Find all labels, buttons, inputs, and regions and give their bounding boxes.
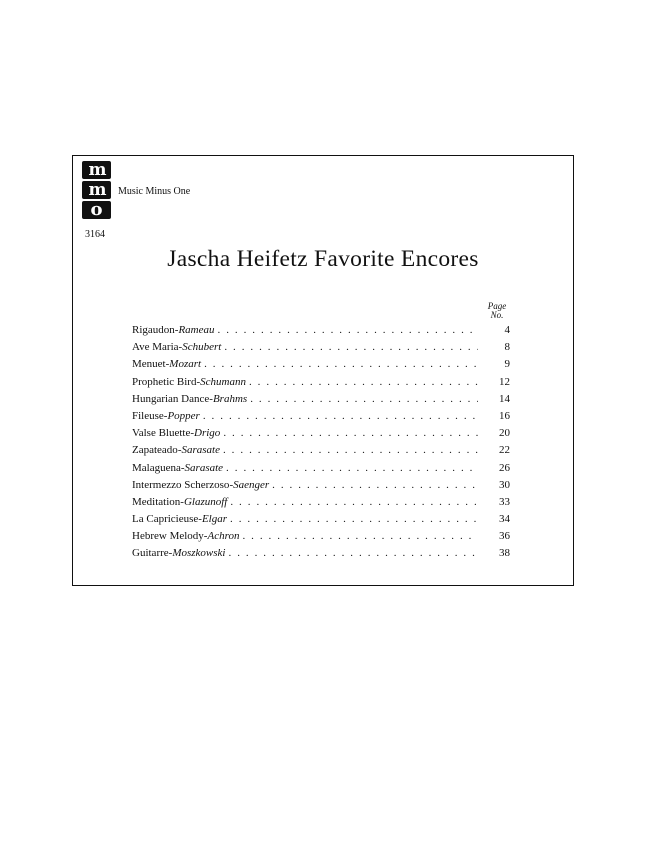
toc-row	[132, 496, 510, 513]
logo-letter: m	[82, 181, 111, 199]
toc-piece: Fileuse	[132, 409, 164, 422]
toc-piece: Rigaudon	[132, 324, 175, 336]
toc-piece: Valse Bluette	[132, 427, 191, 440]
toc-page-number: 26	[499, 461, 510, 474]
toc-page-number: 36	[499, 530, 510, 543]
toc-leader-dots	[218, 324, 479, 336]
toc-page-number: 20	[499, 427, 510, 440]
toc-separator: -	[163, 409, 168, 422]
toc-composer: Rameau	[178, 324, 215, 336]
page-header-line: Page	[487, 301, 507, 311]
toc-page-number: 4	[504, 324, 510, 336]
toc-row	[132, 479, 510, 496]
toc-piece: Guitarre	[132, 547, 169, 560]
toc-composer: Sarasate	[184, 461, 224, 474]
logo-letter: m	[82, 161, 111, 179]
toc-leader-dots	[230, 513, 478, 525]
toc-separator: -	[168, 547, 173, 560]
toc-leader-dots	[223, 427, 478, 439]
toc-page-number: 33	[499, 495, 510, 508]
toc-separator: -	[198, 513, 202, 526]
toc-leader-dots	[224, 341, 478, 353]
toc-page-number: 9	[504, 358, 510, 371]
toc-composer: Brahms	[212, 392, 248, 405]
toc-page-number: 34	[499, 513, 510, 526]
toc-page-number: 8	[504, 341, 510, 354]
toc-piece: Zapateado	[132, 444, 178, 457]
toc-page-number: 14	[499, 392, 510, 405]
toc-separator: -	[174, 324, 179, 336]
toc-piece: Ave Maria	[132, 341, 179, 354]
brand-name: Music Minus One	[118, 186, 191, 197]
toc-piece: Hungarian Dance	[132, 392, 210, 405]
toc-leader-dots	[250, 393, 478, 405]
toc-separator: -	[165, 358, 170, 371]
toc-row	[132, 393, 510, 410]
toc-separator: -	[229, 478, 234, 491]
toc-leader-dots	[223, 444, 478, 456]
toc-leader-dots	[226, 462, 478, 474]
toc-separator: -	[203, 530, 208, 543]
toc-row	[132, 358, 510, 375]
toc-row	[132, 530, 510, 547]
toc-separator: -	[209, 392, 213, 405]
toc-separator: -	[190, 427, 195, 440]
toc-separator: -	[178, 341, 183, 354]
toc-row	[132, 444, 510, 461]
toc-piece: Intermezzo Scherzoso	[132, 478, 230, 491]
page-title: Jascha Heifetz Favorite Encores	[167, 246, 479, 272]
table-of-contents	[132, 324, 510, 565]
toc-composer: Saenger	[233, 478, 270, 491]
toc-piece: Prophetic Bird	[132, 375, 197, 388]
toc-composer: Elgar	[201, 513, 228, 526]
toc-composer: Moszkowski	[172, 547, 226, 560]
toc-page-number: 12	[499, 375, 510, 388]
toc-piece: Meditation	[132, 495, 181, 508]
toc-composer: Sarasate	[181, 444, 220, 457]
toc-row	[132, 427, 510, 444]
toc-composer: Popper	[167, 409, 200, 422]
toc-page-number: 22	[499, 444, 510, 457]
toc-separator: -	[177, 444, 182, 457]
toc-piece: Menuet	[132, 358, 166, 371]
toc-composer: Drigo	[194, 427, 221, 440]
page-header-line: No.	[490, 310, 504, 320]
mmo-logo	[82, 161, 111, 221]
toc-composer: Mozart	[169, 358, 202, 371]
catalog-number: 3164	[85, 229, 105, 240]
toc-row	[132, 513, 510, 530]
toc-leader-dots	[203, 410, 478, 422]
toc-page-number: 30	[499, 478, 510, 491]
toc-leader-dots	[229, 547, 479, 559]
toc-page-number: 16	[499, 409, 510, 422]
toc-leader-dots	[272, 479, 478, 491]
toc-separator: -	[180, 461, 185, 474]
toc-piece: La Capricieuse	[132, 513, 199, 526]
toc-page-number: 38	[499, 547, 510, 560]
toc-leader-dots	[204, 358, 478, 370]
toc-leader-dots	[249, 376, 478, 388]
toc-separator: -	[180, 495, 184, 508]
toc-leader-dots	[230, 496, 478, 508]
toc-row	[132, 462, 510, 479]
toc-piece: Malaguena	[132, 461, 181, 474]
logo-letter: o	[82, 201, 111, 219]
page-number-header	[476, 302, 518, 320]
toc-composer: Glazunoff	[183, 495, 228, 508]
toc-separator: -	[196, 375, 201, 388]
toc-row	[132, 324, 510, 341]
toc-composer: Schubert	[182, 341, 222, 354]
toc-composer: Schumann	[200, 375, 246, 388]
toc-row	[132, 376, 510, 393]
toc-leader-dots	[242, 530, 478, 542]
toc-piece: Hebrew Melody	[132, 530, 204, 543]
toc-row	[132, 341, 510, 358]
toc-row	[132, 410, 510, 427]
toc-composer: Achron	[207, 530, 240, 543]
toc-row	[132, 547, 510, 564]
